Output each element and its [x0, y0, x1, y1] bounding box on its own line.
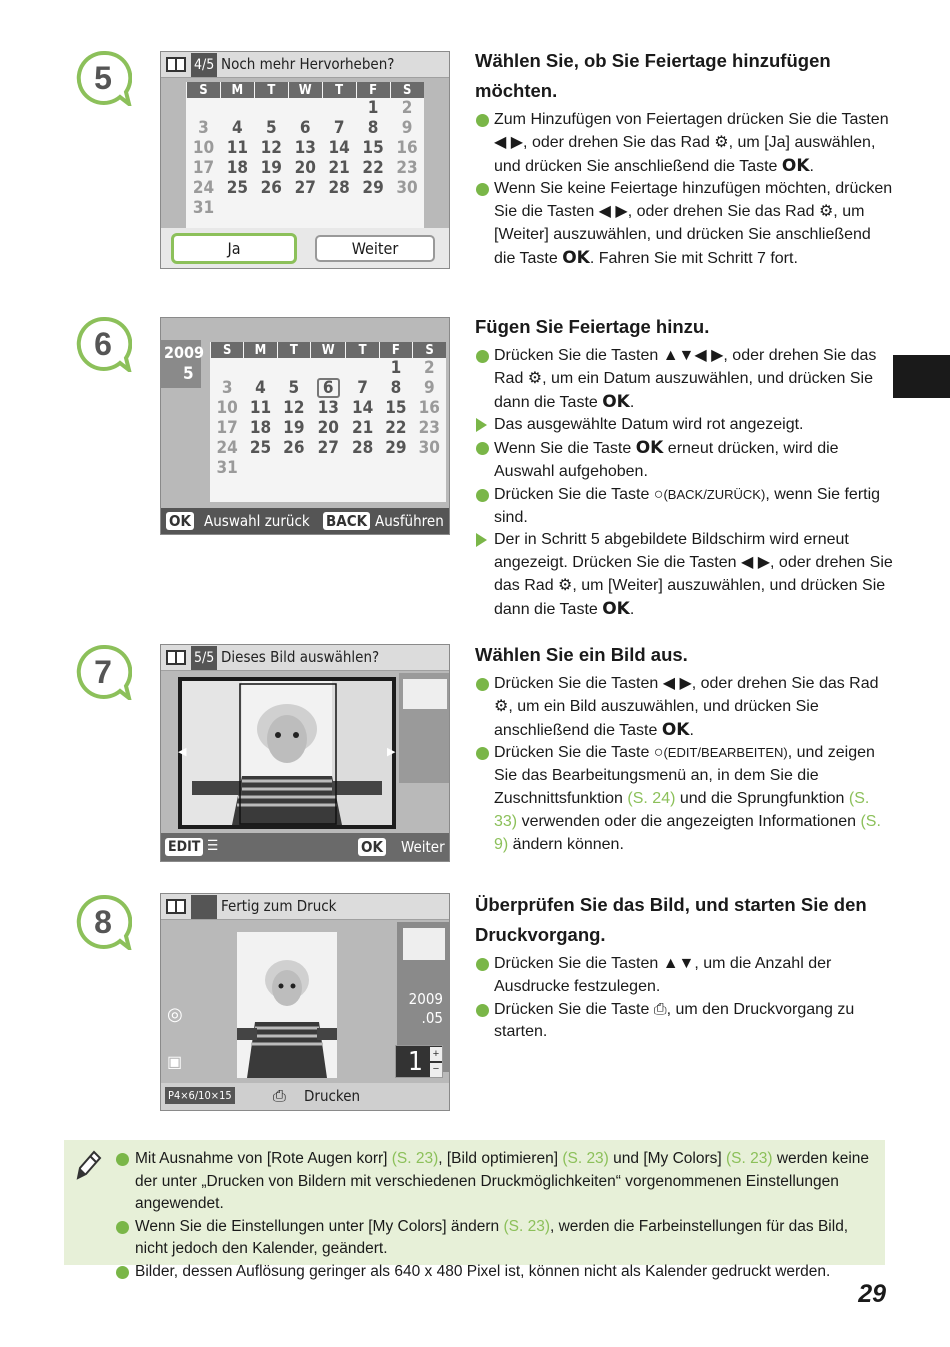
calendar-day[interactable]: 13 — [294, 138, 316, 158]
calendar-day — [346, 458, 379, 478]
year-month-label: 2009 5 — [161, 340, 201, 388]
calendar-day[interactable]: 5 — [265, 118, 277, 138]
calendar-day[interactable]: 8 — [367, 118, 379, 138]
note-list — [114, 1148, 874, 1284]
list-item: Wenn Sie die Einstellungen unter [My Colors] ändern (S. 23), werden die Farbeinstellungen für das Bild, nicht jedoch den Kalender, geändert. — [114, 1216, 874, 1261]
weekday-header: S — [390, 82, 424, 98]
calendar-day — [310, 458, 345, 478]
calendar-day — [322, 98, 356, 118]
calendar-day[interactable]: 22 — [385, 418, 407, 438]
calendar-day[interactable]: 24 — [192, 178, 215, 198]
copies-stepper[interactable] — [395, 1045, 443, 1078]
step-6-heading: Fügen Sie Feiertage hinzu. — [475, 316, 710, 337]
calendar-day[interactable]: 12 — [260, 138, 282, 158]
list-item: Drücken Sie die Taste ⎙, um den Druckvorgang zu starten. — [475, 999, 895, 1045]
calendar-day[interactable]: 8 — [390, 378, 402, 398]
page-ref-link[interactable]: (S. 9) — [494, 812, 881, 853]
calendar-day[interactable]: 21 — [328, 158, 350, 178]
calendar-day[interactable]: 20 — [317, 418, 339, 438]
screen-title-bar — [161, 645, 449, 671]
screen-image-select — [160, 644, 450, 862]
calendar-day[interactable]: 28 — [328, 178, 350, 198]
calendar-day[interactable]: 26 — [260, 178, 282, 198]
minus-icon[interactable]: − — [430, 1063, 442, 1077]
calendar-day — [346, 358, 379, 378]
weekday-header: S — [413, 342, 446, 358]
wheel-icon: ⚙ — [558, 576, 573, 594]
calendar-day[interactable]: 4 — [232, 118, 243, 138]
calendar-day — [288, 198, 322, 218]
layout-icon — [166, 57, 186, 72]
calendar-day[interactable]: 15 — [362, 138, 384, 158]
calendar-day[interactable]: 19 — [283, 418, 305, 438]
print-action-label: Drucken — [304, 1087, 361, 1105]
screen-footer — [161, 1083, 449, 1110]
wheel-icon: ⚙ — [714, 133, 729, 151]
page-ref-link[interactable]: (S. 23) — [391, 1150, 439, 1167]
calendar-day[interactable]: 23 — [418, 418, 440, 438]
calendar-day[interactable]: 2 — [423, 358, 435, 378]
calendar-day[interactable]: 5 — [288, 378, 300, 398]
calendar-day[interactable]: 7 — [357, 378, 368, 398]
list-item: Bilder, dessen Auflösung geringer als 640 x 480 Pixel ist, können nicht als Kalender gedruckt werden. — [114, 1261, 874, 1284]
layout-thumbnail — [403, 679, 447, 709]
calendar-day — [356, 198, 390, 218]
list-item: Wenn Sie keine Feiertage hinzufügen möchten, drücken Sie die Tasten ◀ ▶, oder drehen Sie das Rad ⚙, um [Weiter] auszuwählen, und drücken Sie anschließend die Taste OK. Fahren Sie mit Schritt 7 fort. — [475, 178, 895, 270]
screen-title-bar — [161, 894, 449, 920]
screen-holiday-question — [160, 51, 450, 269]
next-button[interactable]: Weiter — [315, 235, 435, 262]
ok-key-icon: OK — [166, 512, 194, 530]
red-eye-icon: ◎ — [167, 1004, 183, 1024]
back-button-icon: ○ — [653, 485, 664, 503]
weekday-header: T — [277, 342, 310, 358]
preview-frame — [178, 677, 396, 829]
weekday-header: T — [322, 82, 356, 98]
child-photo-preview — [237, 932, 337, 1078]
calendar-day[interactable]: 1 — [367, 98, 379, 118]
print-button-icon: ⎙ — [653, 1000, 667, 1018]
copies-value: 1 — [408, 1047, 423, 1077]
edit-key-icon: EDIT — [165, 838, 203, 856]
list-item: Drücken Sie die Tasten ◀ ▶, oder drehen Sie das Rad ⚙, um ein Bild auszuwählen, und drücken Sie anschließend die Taste OK. — [475, 673, 895, 742]
calendar-day[interactable]: 16 — [418, 398, 440, 418]
weekday-header: F — [356, 82, 390, 98]
button-row — [161, 228, 449, 269]
list-item: Drücken Sie die Tasten ▲▼◀ ▶, oder drehen Sie das Rad ⚙, um ein Datum auszuwählen, und drücken Sie dann die Taste OK. — [475, 345, 895, 414]
svg-text:6: 6 — [94, 326, 112, 362]
child-photo — [182, 681, 392, 825]
weekday-header: T — [346, 342, 379, 358]
layout-icon — [166, 899, 186, 914]
screen-title: Fertig zum Druck — [221, 897, 337, 915]
step-5-heading: Wählen Sie, ob Sie Feiertage hinzufügen möchten. — [475, 50, 831, 101]
prev-arrow-icon[interactable]: ◀ — [178, 746, 187, 758]
screen-ready-to-print — [160, 893, 450, 1111]
note-box — [64, 1140, 885, 1280]
calendar-day — [244, 458, 277, 478]
calendar-day[interactable]: 31 — [192, 198, 215, 218]
screen-title: Noch mehr Hervorheben? — [221, 55, 395, 73]
step-8-heading: Überprüfen Sie das Bild, und starten Sie den Druckvorgang. — [475, 894, 867, 945]
weekday-header: M — [220, 82, 254, 98]
calendar-day — [277, 358, 310, 378]
list-item: Das ausgewählte Datum wird rot angezeigt. — [475, 414, 895, 437]
calendar-day[interactable]: 18 — [249, 418, 272, 438]
weekday-header: S — [211, 342, 244, 358]
calendar-day — [254, 98, 288, 118]
calendar-day[interactable]: 3 — [221, 378, 233, 398]
calendar-day[interactable]: 20 — [294, 158, 316, 178]
calendar-day — [244, 358, 277, 378]
weekday-header: T — [254, 82, 288, 98]
wheel-icon: ⚙ — [494, 697, 509, 715]
svg-text:5: 5 — [94, 60, 112, 96]
step-number-6 — [76, 316, 132, 372]
page-ref-link[interactable]: (S. 24) — [627, 789, 676, 807]
step-6-instructions — [475, 345, 895, 622]
calendar-day[interactable]: 12 — [283, 398, 305, 418]
page-counter: 4/5 — [191, 53, 217, 77]
calendar-day[interactable]: 28 — [351, 438, 374, 458]
page-ref-link[interactable]: (S. 23) — [562, 1150, 609, 1167]
screen-title-bar — [161, 52, 449, 78]
calendar-day[interactable]: 19 — [260, 158, 282, 178]
calendar-day — [379, 458, 412, 478]
calendar-grid — [210, 342, 446, 502]
list-item: Der in Schritt 5 abgebildete Bildschirm wird erneut angezeigt. Drücken Sie die Tasten ◀ ▶, oder drehen Sie das Rad ⚙, um [Weiter] auszuwählen, und drücken Sie dann die Taste OK. — [475, 529, 895, 621]
calendar-day[interactable]: 23 — [396, 158, 418, 178]
edit-button-icon: ○ — [653, 744, 664, 762]
calendar-day[interactable]: 6 — [310, 378, 345, 398]
calendar-day[interactable]: 22 — [362, 158, 384, 178]
chapter-tab — [893, 355, 950, 398]
calendar-day[interactable]: 16 — [396, 138, 418, 158]
step-number-8 — [76, 894, 132, 950]
screen-title: Dieses Bild auswählen? — [221, 648, 380, 666]
calendar-day — [413, 458, 446, 478]
page-ref-link[interactable]: (S. 23) — [503, 1217, 550, 1235]
list-item: Drücken Sie die Taste ○(BACK/ZURÜCK), wenn Sie fertig sind. — [475, 484, 895, 530]
calendar-day[interactable]: 21 — [351, 418, 374, 438]
calendar-day[interactable]: 9 — [423, 378, 435, 398]
svg-text:7: 7 — [94, 654, 112, 690]
calendar-day — [390, 198, 424, 218]
calendar-day[interactable]: 29 — [385, 438, 407, 458]
calendar-day[interactable]: 14 — [328, 138, 350, 158]
wheel-icon: ⚙ — [818, 203, 834, 221]
list-item: Wenn Sie die Taste OK erneut drücken, wird die Auswahl aufgehoben. — [475, 437, 895, 484]
calendar-day[interactable]: 24 — [216, 438, 238, 458]
weekday-header: M — [244, 342, 277, 358]
calendar-day[interactable]: 6 — [299, 118, 311, 138]
calendar-day[interactable]: 27 — [317, 438, 339, 458]
page-ref-link[interactable]: (S. 23) — [726, 1150, 773, 1167]
calendar-day[interactable]: 9 — [401, 118, 413, 138]
step-5-instructions — [475, 109, 895, 271]
weekday-header: W — [288, 82, 322, 98]
pencil-icon — [72, 1148, 102, 1182]
calendar-day — [220, 198, 254, 218]
calendar-day — [288, 98, 322, 118]
svg-text:8: 8 — [94, 904, 112, 940]
calendar-day — [310, 358, 345, 378]
calendar-day[interactable]: 17 — [216, 418, 238, 438]
calendar-day[interactable]: 11 — [249, 398, 272, 418]
step-number-5 — [76, 50, 132, 106]
layout-thumbnail — [403, 928, 445, 960]
ok-action-label: Weiter — [401, 838, 445, 856]
weekday-header: W — [310, 342, 345, 358]
page-counter: 5/5 — [191, 646, 217, 670]
screen-footer — [161, 508, 449, 534]
calendar-day[interactable]: 3 — [198, 118, 209, 138]
calendar-day — [187, 98, 221, 118]
wheel-icon: ⚙ — [527, 369, 543, 387]
calendar-day[interactable]: 15 — [385, 398, 407, 418]
page-ref-link[interactable]: (S. 33) — [494, 789, 870, 830]
date-display: 2009 .05 — [408, 990, 443, 1027]
step-8-instructions — [475, 953, 895, 1044]
list-item: Drücken Sie die Tasten ▲▼, um die Anzahl der Ausdrucke festzulegen. — [475, 953, 895, 999]
calendar-day[interactable]: 4 — [255, 378, 266, 398]
ok-action-label: Auswahl zurück — [204, 512, 310, 530]
print-icon: ⎙ — [273, 1086, 286, 1105]
ok-key-icon: OK — [358, 838, 386, 856]
layout-icon — [166, 650, 186, 665]
menu-icon: ☰ — [207, 838, 219, 854]
calendar-day[interactable]: 11 — [226, 138, 249, 158]
back-action-label: Ausführen — [375, 512, 444, 530]
calendar-day[interactable]: 18 — [226, 158, 249, 178]
back-key-icon: BACK — [323, 512, 370, 530]
weekday-header: S — [187, 82, 221, 98]
calendar-day[interactable]: 10 — [192, 138, 215, 158]
calendar-day[interactable]: 2 — [401, 98, 413, 118]
screen-holiday-select — [160, 317, 450, 535]
calendar-day[interactable]: 13 — [317, 398, 339, 418]
calendar-day[interactable]: 31 — [216, 458, 238, 478]
calendar-day[interactable]: 14 — [351, 398, 374, 418]
calendar-day[interactable]: 25 — [249, 438, 272, 458]
yes-button[interactable]: Ja — [171, 233, 297, 264]
list-item: Zum Hinzufügen von Feiertagen drücken Sie die Tasten ◀ ▶, oder drehen Sie das Rad ⚙, um [Ja] auswählen, und drücken Sie anschließend die Taste OK. — [475, 109, 895, 178]
calendar-day[interactable]: 29 — [362, 178, 384, 198]
plus-icon[interactable]: + — [430, 1047, 442, 1061]
calendar-day[interactable]: 30 — [418, 438, 440, 458]
title-counter-area — [191, 895, 217, 919]
list-item: Mit Ausnahme von [Rote Augen korr] (S. 23), [Bild optimieren] (S. 23) und [My Colors] (S. 23) werden keine der unter „Drucken von Bildern mit verschiedenen Druckmöglichkeiten“ vorgenommenen Einstellungen angewendet. — [114, 1148, 874, 1216]
calendar-day — [254, 198, 288, 218]
paper-size-label: P4×6/10×15 — [165, 1087, 235, 1104]
image-optimize-icon: ▣ — [167, 1054, 183, 1071]
calendar-day — [220, 98, 254, 118]
page-number: 29 — [858, 1280, 886, 1308]
step-number-7 — [76, 644, 132, 700]
info-panel — [399, 673, 450, 783]
calendar-day[interactable]: 25 — [226, 178, 249, 198]
screen-footer — [161, 833, 449, 861]
next-arrow-icon[interactable]: ▶ — [387, 746, 396, 758]
step-7-instructions — [475, 673, 895, 856]
weekday-header: F — [379, 342, 412, 358]
calendar-day[interactable]: 10 — [216, 398, 238, 418]
calendar-day — [277, 458, 310, 478]
list-item: Drücken Sie die Taste ○(EDIT/BEARBEITEN), und zeigen Sie das Bearbeitungsmenü an, in dem Sie die Zuschnittsfunktion (S. 24) und die Sprungfunktion (S. 33) verwenden oder die angezeigten Informationen (S. 9) ändern können. — [475, 742, 895, 856]
calendar-day[interactable]: 26 — [283, 438, 305, 458]
calendar-day[interactable]: 7 — [333, 118, 345, 138]
calendar-day[interactable]: 27 — [294, 178, 316, 198]
calendar-day[interactable]: 30 — [396, 178, 418, 198]
calendar-day — [211, 358, 244, 378]
step-7-heading: Wählen Sie ein Bild aus. — [475, 644, 688, 665]
calendar-day[interactable]: 1 — [390, 358, 402, 378]
calendar-day[interactable]: 17 — [192, 158, 215, 178]
calendar-day — [322, 198, 356, 218]
